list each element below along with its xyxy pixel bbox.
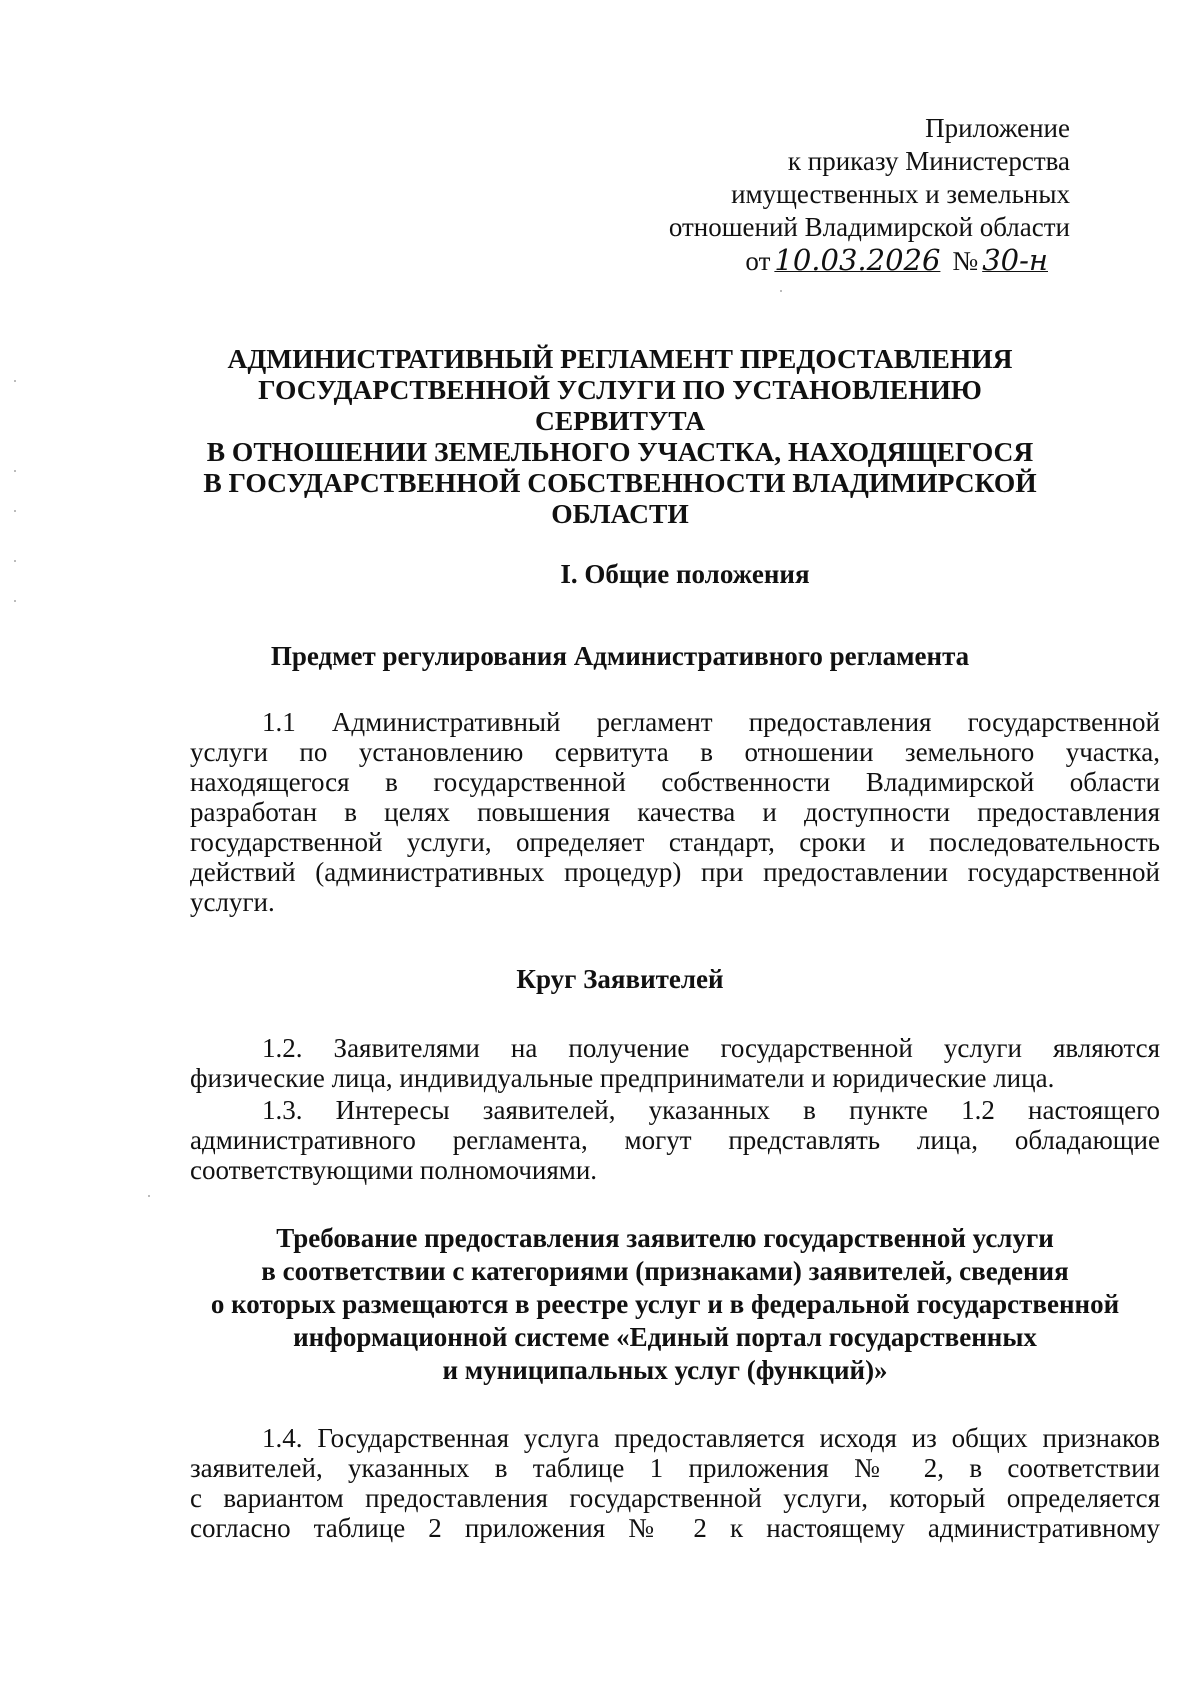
- heading-subject: Предмет регулирования Административного регламента: [270, 641, 970, 671]
- paragraph-line: согласно таблице 2 приложения № 2 к настоящему административному: [190, 1513, 1160, 1543]
- paragraph-line: 1.3. Интересы заявителей, указанных в пункте 1.2 настоящего: [262, 1095, 1160, 1125]
- paragraph-1-4: [190, 1422, 1160, 1542]
- paragraph-line: разработан в целях повышения качества и доступности предоставления: [190, 797, 1160, 827]
- requirement-line-2: в соответствии с категориями (признаками) заявителей, сведения: [261, 1256, 1069, 1286]
- paragraph-line: 1.1 Административный регламент предоставления государственной: [262, 707, 1160, 737]
- title-line-1: АДМИНИСТРАТИВНЫЙ РЕГЛАМЕНТ ПРЕДОСТАВЛЕНИЯ: [227, 343, 1013, 374]
- paragraph-line: заявителей, указанных в таблице 1 приложения № 2, в соответствии: [190, 1453, 1160, 1483]
- paragraph-1-3: [190, 1094, 1160, 1184]
- title-line-2: ГОСУДАРСТВЕННОЙ УСЛУГИ ПО УСТАНОВЛЕНИЮ СЕРВИТУТА: [258, 374, 982, 436]
- title-line-5: ОБЛАСТИ: [551, 498, 689, 529]
- heading-applicants: Круг Заявителей: [516, 964, 724, 994]
- heading-requirement: [185, 1222, 1145, 1387]
- paragraph-line: соответствующими полномочиями.: [190, 1155, 598, 1185]
- paragraph-1-1: [190, 706, 1160, 916]
- appendix-line-2: к приказу Министерства: [787, 146, 1070, 176]
- paragraph-line: с вариантом предоставления государственной услуги, который определяется: [190, 1483, 1160, 1513]
- requirement-line-3: о которых размещаются в реестре услуг и в федеральной государственной: [210, 1289, 1120, 1319]
- paragraph-line: государственной услуги, определяет стандарт, сроки и последовательность: [190, 827, 1160, 857]
- section-heading-general: I. Общие положения: [560, 559, 810, 589]
- paragraph-line: услуги.: [190, 887, 275, 917]
- order-reference: [669, 244, 1070, 278]
- paragraph-1-2: [190, 1032, 1160, 1092]
- paragraph-line: 1.4. Государственная услуга предоставляется исходя из общих признаков: [262, 1423, 1160, 1453]
- title-line-4: В ГОСУДАРСТВЕННОЙ СОБСТВЕННОСТИ ВЛАДИМИРСКОЙ: [203, 467, 1037, 498]
- appendix-line-4: отношений Владимирской области: [668, 212, 1070, 242]
- paragraph-line: физические лица, индивидуальные предприниматели и юридические лица.: [190, 1063, 1055, 1093]
- title-line-3: В ОТНОШЕНИИ ЗЕМЕЛЬНОГО УЧАСТКА, НАХОДЯЩЕГОСЯ: [206, 436, 1034, 467]
- paragraph-line: услуги по установлению сервитута в отношении земельного участка,: [190, 737, 1160, 767]
- order-prefix: от: [745, 246, 771, 276]
- appendix-line-3: имущественных и земельных: [731, 179, 1070, 209]
- paragraph-line: 1.2. Заявителями на получение государственной услуги являются: [262, 1033, 1160, 1063]
- paragraph-line: находящегося в государственной собственности Владимирской области: [190, 767, 1160, 797]
- paragraph-line: действий (административных процедур) при предоставлении государственной: [190, 857, 1160, 887]
- order-number: 30-н: [982, 243, 1048, 277]
- document-title: [175, 343, 1065, 529]
- requirement-line-5: и муниципальных услуг (функций)»: [442, 1355, 888, 1385]
- requirement-line-4: информационной системе «Единый портал государственных: [293, 1322, 1037, 1352]
- requirement-line-1: Требование предоставления заявителю государственной услуги: [276, 1223, 1054, 1253]
- appendix-block: [669, 112, 1070, 278]
- paragraph-line: административного регламента, могут представлять лица, обладающие: [190, 1125, 1160, 1155]
- appendix-line-1: Приложение: [925, 113, 1070, 143]
- order-date: 10.03.2026: [774, 243, 941, 277]
- order-number-label: №: [952, 246, 979, 276]
